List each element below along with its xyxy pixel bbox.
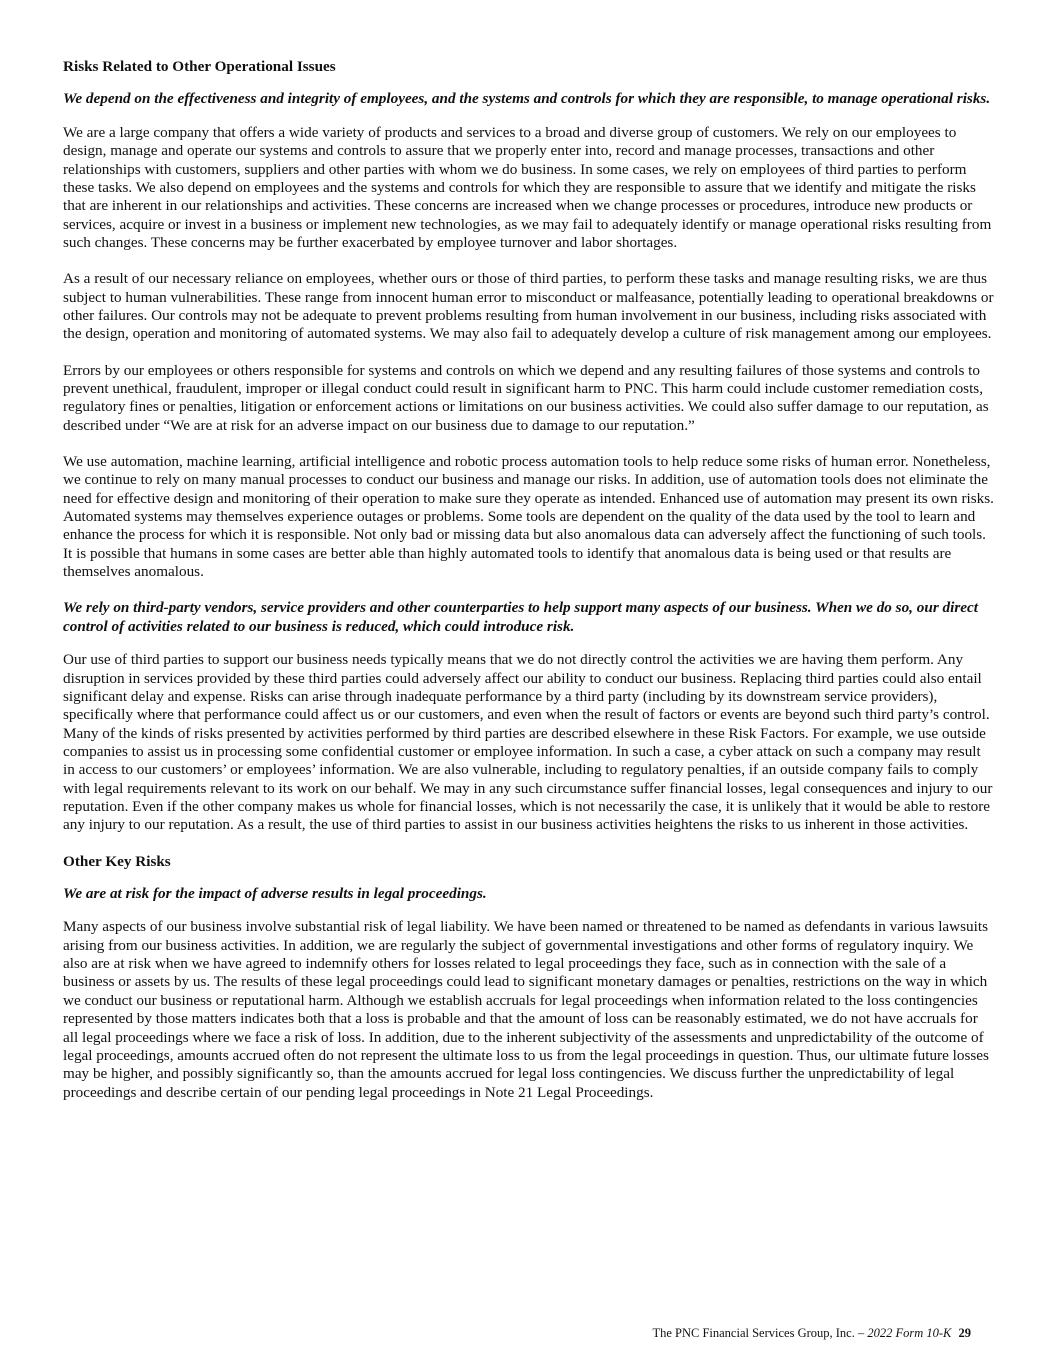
section-heading-other-key-risks: Other Key Risks [63, 852, 171, 870]
document-page [63, 58, 995, 1120]
paragraph: Errors by our employees or others responsible for systems and controls on which we depend and any resulting failures of those systems and controls to prevent unethical, fraudulent, improper or illegal conduct could result in significant harm to PNC. This harm could include customer remediation costs, regulatory fines or penalties, litigation or enforcement actions or limitations on our business activities. We could also suffer damage to our reputation, as described under “We are at risk for an adverse impact on our business due to damage to our reputation.” [63, 361, 989, 434]
paragraph: Our use of third parties to support our business needs typically means that we do not directly control the activities we are having them perform. Any disruption in services provided by these third parties could adversely affect our ability to conduct our business. Replacing third parties could also entail significant delay and expense. Risks can arise through inadequate performance by a third party (including by its downstream service providers), specifically where that performance could affect us or our customers, and even when the result of factors or events are beyond such third party’s control. Many of the kinds of risks presented by activities performed by third parties are described elsewhere in these Risk Factors. For example, we use outside companies to assist us in processing some confidential customer or employee information. In such a case, a cyber attack on such a company may result in access to our customers’ or employees’ information. We are also vulnerable, including to regulatory penalties, if an outside company fails to comply with legal requirements relevant to its work on our behalf. We may in any such circumstance suffer financial losses, legal consequences and injury to our reputation. Even if the other company makes us whole for financial losses, which is not necessarily the case, it is unlikely that it would be able to restore any injury to our reputation. As a result, the use of third parties to assist in our business activities heightens the risks to us inherent in those activities. [63, 651, 993, 834]
page-footer [652, 1325, 971, 1341]
footer-company: The PNC Financial Services Group, Inc. – [652, 1326, 865, 1340]
risk-title-third-party: We rely on third-party vendors, service providers and other counterparties to help support many aspects of our business. When we do so, our direct control of activities related to our business is reduced, which could introduce risk. [63, 599, 978, 635]
paragraph: Many aspects of our business involve substantial risk of legal liability. We have been named or threatened to be named as defendants in various lawsuits arising from our business activities. In addition, we are regularly the subject of governmental investigations and other forms of regulatory inquiry. We also are at risk when we have agreed to indemnify others for losses related to legal proceedings they face, such as in connection with the sale of a business or assets by us. The results of these legal proceedings could lead to significant monetary damages or penalties, restrictions on the way in which we conduct our business or reputational harm. Although we establish accruals for legal proceedings when information related to the loss contingencies represented by those matters indicates both that a loss is probable and that the amount of loss can be reasonably estimated, we do not have accruals for all legal proceedings where we face a risk of loss. In addition, due to the inherent subjectivity of the assessments and unpredictability of the outcome of legal proceedings, amounts accrued often do not represent the ultimate loss to us from the legal proceedings in question. Thus, our ultimate future losses may be higher, and possibly significantly so, than the amounts accrued for legal loss contingencies. We discuss further the unpredictability of legal proceedings and describe certain of our pending legal proceedings in Note 21 Legal Proceedings. [63, 918, 989, 1101]
paragraph: We use automation, machine learning, artificial intelligence and robotic process automation tools to help reduce some risks of human error. Nonetheless, we continue to rely on many manual processes to conduct our business and manage our risks. In addition, use of automation tools does not eliminate the need for effective design and monitoring of their operation to make sure they operate as intended. Enhanced use of automation may present its own risks. Automated systems may themselves experience outages or problems. Some tools are dependent on the quality of the data used by the tool to learn and enhance the process for which it is responsible. Not only bad or missing data but also anomalous data can adversely affect the functioning of such tools. It is possible that humans in some cases are better able than highly automated tools to identify that anomalous data is being used or that results are themselves anomalous. [63, 452, 994, 581]
paragraph: We are a large company that offers a wide variety of products and services to a broad and diverse group of customers. We rely on our employees to design, manage and operate our systems and controls to assure that we properly enter into, record and manage processes, transactions and other relationships with customers, suppliers and other parties with whom we do business. In some cases, we rely on employees of third parties to perform these tasks. We also depend on employees and the systems and controls for which they are responsible to assure that we identify and mitigate the risks that are inherent in our relationships and activities. These concerns are increased when we change processes or procedures, introduce new products or services, acquire or invest in a business or implement new technologies, as we may fail to adequately identify or manage operational risks resulting from such changes. These concerns may be further exacerbated by employee turnover and labor shortages. [63, 123, 992, 251]
risk-title-legal: We are at risk for the impact of adverse results in legal proceedings. [63, 885, 487, 903]
section-heading-operational: Risks Related to Other Operational Issues [63, 58, 336, 75]
paragraph: As a result of our necessary reliance on employees, whether ours or those of third parties, to perform these tasks and manage resulting risks, we are thus subject to human vulnerabilities. These range from innocent human error to misconduct or malfeasance, potentially leading to operational breakdowns or other failures. Our controls may not be adequate to prevent problems resulting from human involvement in our business, including risks associated with the design, operation and monitoring of automated systems. We may also fail to adequately develop a culture of risk management among our employees. [63, 270, 994, 343]
footer-form: 2022 Form 10-K [867, 1326, 952, 1340]
page-number: 29 [958, 1326, 971, 1340]
risk-title-employees: We depend on the effectiveness and integrity of employees, and the systems and controls for which they are responsible, to manage operational risks. [63, 90, 991, 108]
